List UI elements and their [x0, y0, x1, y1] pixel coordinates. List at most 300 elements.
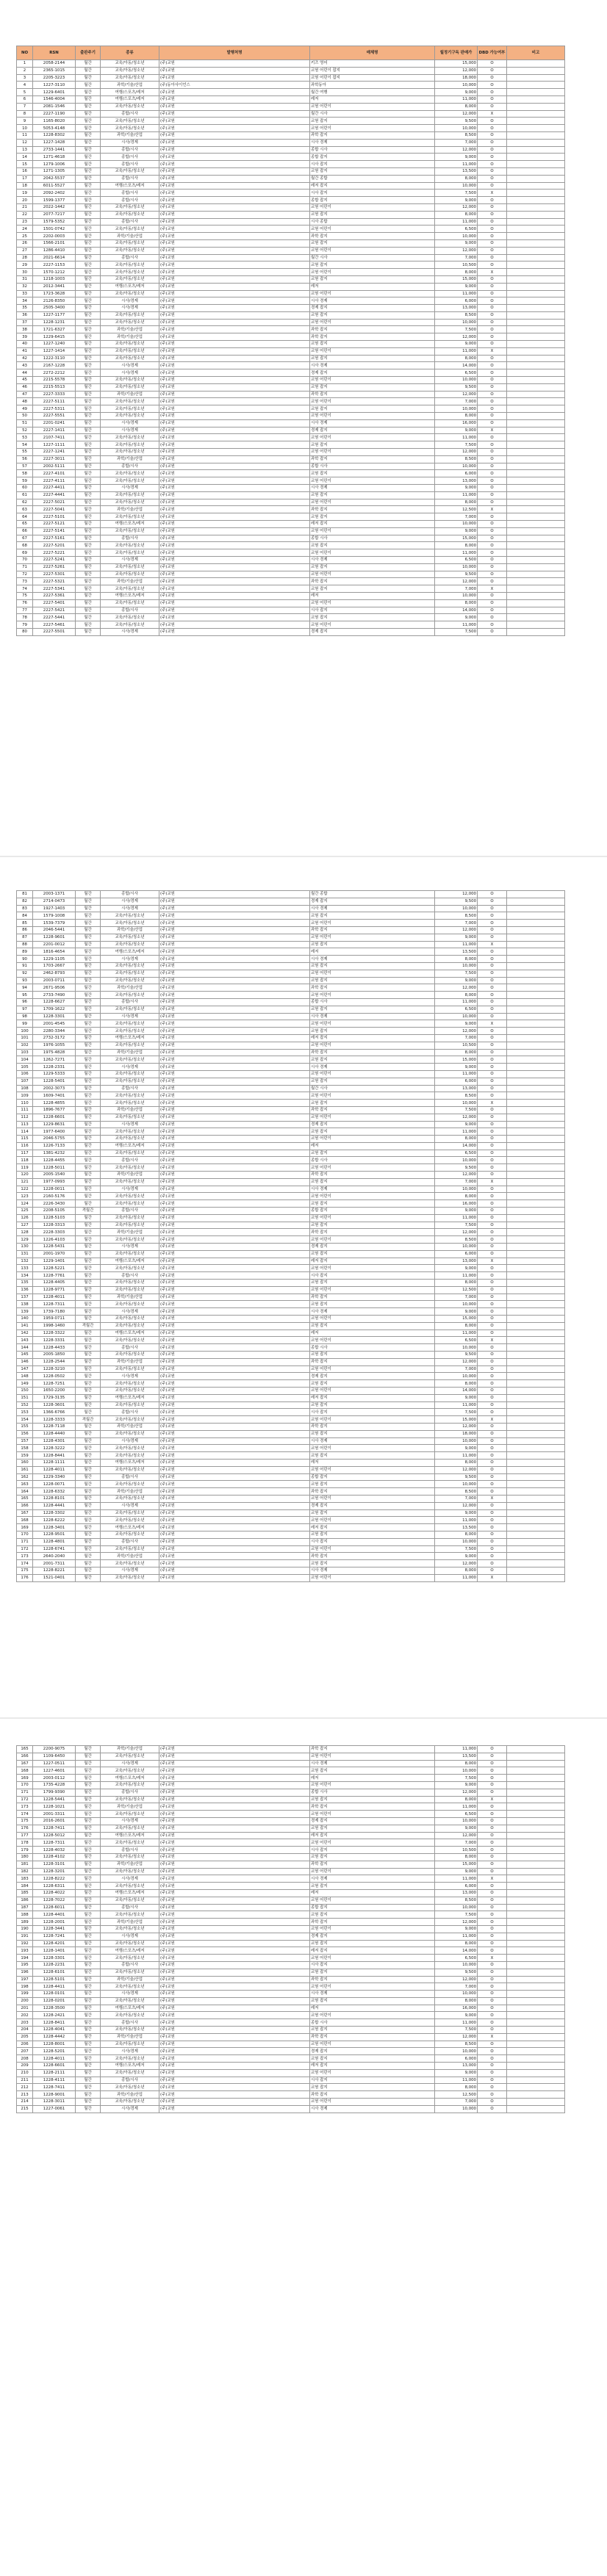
rsn-cell: 1609-7401	[33, 1092, 76, 1100]
row-number: 180	[17, 1853, 33, 1861]
dbd-cell: O	[478, 1358, 507, 1365]
dbd-cell: O	[478, 326, 507, 333]
table-row	[17, 67, 565, 74]
dbd-cell: O	[478, 513, 507, 521]
price-cell: 9,000	[435, 197, 478, 204]
dbd-cell: O	[478, 139, 507, 146]
note-cell	[507, 1488, 565, 1496]
magazine-cell: 과학 잡지	[310, 1553, 435, 1560]
cycle-cell: 월간	[76, 146, 101, 154]
publisher-cell: (주)교원	[159, 542, 310, 549]
note-cell	[507, 521, 565, 528]
row-number: 188	[17, 1911, 33, 1919]
category-cell: 과학/기술/산업	[101, 1803, 159, 1811]
table-row	[17, 1817, 565, 1825]
price-cell: 13,000	[435, 477, 478, 485]
row-number: 184	[17, 1883, 33, 1890]
rsn-cell: 2200-9075	[33, 1746, 76, 1753]
price-cell: 10,000	[435, 1157, 478, 1164]
table-row	[17, 506, 565, 513]
rsn-cell: 1799-9390	[33, 1789, 76, 1796]
price-cell: 9,500	[435, 898, 478, 905]
magazine-cell: 교원 잡지	[310, 1560, 435, 1567]
cycle-cell: 월간	[76, 1976, 101, 1983]
magazine-cell: 과학 잡지	[310, 333, 435, 341]
rsn-cell: 1228-3011	[33, 2099, 76, 2106]
price-cell: 12,000	[435, 1832, 478, 1839]
price-cell: 10,000	[435, 1301, 478, 1308]
rsn-cell: 2227-4411	[33, 485, 76, 492]
table-row	[17, 1775, 565, 1782]
note-cell	[507, 1250, 565, 1258]
dbd-cell: O	[478, 592, 507, 599]
row-number: 172	[17, 1796, 33, 1803]
publisher-cell: (주)교원	[159, 1352, 310, 1359]
cycle-cell: 월간	[76, 1488, 101, 1496]
rsn-cell: 2227-4101	[33, 470, 76, 477]
note-cell	[507, 405, 565, 413]
cycle-cell: 월간	[76, 283, 101, 290]
magazine-cell: 교원 잡지	[310, 1509, 435, 1517]
cycle-cell: 월간	[76, 549, 101, 557]
row-number: 35	[17, 305, 33, 312]
publisher-cell: (주)교원	[159, 1064, 310, 1071]
row-number: 212	[17, 2084, 33, 2091]
publisher-cell: (주)교원	[159, 1839, 310, 1847]
dbd-cell: X	[478, 1337, 507, 1344]
row-number: 80	[17, 628, 33, 635]
table-row	[17, 419, 565, 427]
table-row	[17, 139, 565, 146]
category-cell: 교육/아동/청소년	[101, 1509, 159, 1517]
cycle-cell: 월간	[76, 1803, 101, 1811]
publisher-cell: (주)교원	[159, 1524, 310, 1531]
table-row	[17, 1875, 565, 1883]
category-cell: 시사/경제	[101, 1244, 159, 1251]
publisher-cell: (주)교원	[159, 898, 310, 905]
rsn-cell: 2462-8793	[33, 970, 76, 977]
note-cell	[507, 2041, 565, 2048]
dbd-cell: O	[478, 1042, 507, 1049]
magazine-cell: 교원 잡지	[310, 261, 435, 269]
note-cell	[507, 261, 565, 269]
cycle-cell: 월간	[76, 1352, 101, 1359]
table-row	[17, 305, 565, 312]
rsn-cell: 1229-8631	[33, 1121, 76, 1128]
magazine-cell: 시사 경제	[310, 485, 435, 492]
row-number: 196	[17, 1969, 33, 1976]
publisher-cell: (주)교원	[159, 1861, 310, 1868]
publisher-cell: (주)교원	[159, 1236, 310, 1244]
publisher-cell: (주)교원	[159, 1803, 310, 1811]
magazine-cell: 과학 잡지	[310, 1861, 435, 1868]
magazine-cell: 레저	[310, 1889, 435, 1897]
magazine-cell: 과학동아	[310, 82, 435, 89]
category-cell: 시사/경제	[101, 905, 159, 912]
dbd-cell: O	[478, 578, 507, 585]
dbd-cell: O	[478, 319, 507, 326]
row-number: 62	[17, 499, 33, 506]
note-cell	[507, 1114, 565, 1121]
row-number: 205	[17, 2033, 33, 2041]
price-cell: 11,000	[435, 1574, 478, 1581]
rsn-cell: 1229-1105	[33, 956, 76, 963]
magazine-cell: 교원 잡지	[310, 513, 435, 521]
rsn-cell: 2227-5101	[33, 513, 76, 521]
publisher-cell: (주)교원	[159, 585, 310, 593]
magazine-cell: 교원 어린이	[310, 1114, 435, 1121]
publisher-cell: (주)교원	[159, 970, 310, 977]
row-number: 46	[17, 383, 33, 391]
table-row	[17, 290, 565, 297]
row-number: 51	[17, 419, 33, 427]
category-cell: 여행/스포츠/레저	[101, 948, 159, 956]
note-cell	[507, 383, 565, 391]
dbd-cell: O	[478, 977, 507, 984]
price-cell: 10,000	[435, 2048, 478, 2055]
publisher-cell: (주)교원	[159, 275, 310, 283]
row-number: 97	[17, 1006, 33, 1013]
row-number: 90	[17, 956, 33, 963]
magazine-cell: 교원 어린이	[310, 1265, 435, 1272]
dbd-cell: O	[478, 419, 507, 427]
cycle-cell: 월간	[76, 1365, 101, 1373]
magazine-cell: 교원 어린이	[310, 1136, 435, 1143]
magazine-cell: 레저	[310, 948, 435, 956]
rsn-cell: 2046-5755	[33, 1136, 76, 1143]
table-row	[17, 1236, 565, 1244]
category-cell: 교육/아동/청소년	[101, 1517, 159, 1524]
note-cell	[507, 527, 565, 535]
publisher-cell: (주)교원	[159, 1947, 310, 1955]
rsn-cell: 2226-3430	[33, 1200, 76, 1208]
rsn-cell: 2227-5551	[33, 413, 76, 420]
rsn-cell: 2227-5021	[33, 499, 76, 506]
cycle-cell: 월간	[76, 1897, 101, 1904]
price-cell: 9,500	[435, 118, 478, 125]
cycle-cell: 월간	[76, 585, 101, 593]
rsn-cell: 1262-7271	[33, 1056, 76, 1064]
publisher-cell: (주)교원	[159, 233, 310, 240]
dbd-cell: O	[478, 405, 507, 413]
table-row	[17, 341, 565, 348]
table-row	[17, 1078, 565, 1085]
row-number: 166	[17, 1502, 33, 1509]
dbd-cell: X	[478, 427, 507, 434]
table-row	[17, 1337, 565, 1344]
note-cell	[507, 441, 565, 449]
note-cell	[507, 1437, 565, 1445]
table-row	[17, 1883, 565, 1890]
magazine-cell: 교원 어린이	[310, 549, 435, 557]
rsn-cell: 2227-5311	[33, 405, 76, 413]
row-number: 169	[17, 1524, 33, 1531]
magazine-cell: 시사 경제	[310, 956, 435, 963]
publisher-cell: (주)교원	[159, 341, 310, 348]
magazine-cell: 교원 잡지	[310, 1825, 435, 1832]
rsn-cell: 1228-9001	[33, 2091, 76, 2099]
table-row	[17, 485, 565, 492]
category-cell: 종합/시사	[101, 254, 159, 261]
table-row	[17, 1092, 565, 1100]
cycle-cell: 월간	[76, 563, 101, 571]
cycle-cell: 월간	[76, 1847, 101, 1854]
category-cell: 과학/기술/산업	[101, 333, 159, 341]
magazine-cell: 교원 어린이	[310, 1042, 435, 1049]
note-cell	[507, 1344, 565, 1352]
magazine-cell: 교원 어린이	[310, 203, 435, 211]
rsn-cell: 2001-7311	[33, 1560, 76, 1567]
price-cell: 7,000	[435, 398, 478, 405]
category-cell: 시사/경제	[101, 1933, 159, 1940]
publisher-cell: (주)교원	[159, 1495, 310, 1502]
cycle-cell: 월간	[76, 1553, 101, 1560]
publisher-cell: (주)교원	[159, 449, 310, 456]
row-number: 106	[17, 1070, 33, 1078]
rsn-cell: 2227-5441	[33, 614, 76, 621]
category-cell: 교육/아동/청소년	[101, 499, 159, 506]
dbd-cell: O	[478, 463, 507, 470]
row-number: 96	[17, 998, 33, 1006]
cycle-cell: 월간	[76, 1817, 101, 1825]
table-row	[17, 1760, 565, 1767]
price-cell: 9,000	[435, 1121, 478, 1128]
cycle-cell: 월간	[76, 1904, 101, 1911]
table-row	[17, 1244, 565, 1251]
dbd-cell: O	[478, 491, 507, 499]
category-cell: 교육/아동/청소년	[101, 1825, 159, 1832]
publisher-cell: (주)교원	[159, 1904, 310, 1911]
dbd-cell: O	[478, 563, 507, 571]
magazine-cell: 교원 잡지	[310, 239, 435, 247]
row-number: 152	[17, 1401, 33, 1409]
magazine-cell: 시사 경제	[310, 1437, 435, 1445]
table-row	[17, 1423, 565, 1430]
magazine-cell: 경제 잡지	[310, 369, 435, 377]
row-number: 215	[17, 2105, 33, 2113]
table-row	[17, 1416, 565, 1424]
cycle-cell: 월간	[76, 898, 101, 905]
magazine-table-1	[16, 46, 565, 636]
row-number: 125	[17, 1208, 33, 1215]
rsn-cell: 1228-8302	[33, 131, 76, 139]
price-cell: 8,000	[435, 1136, 478, 1143]
row-number: 66	[17, 527, 33, 535]
price-cell: 15,000	[435, 275, 478, 283]
dbd-cell: O	[478, 82, 507, 89]
note-cell	[507, 1150, 565, 1157]
price-cell: 10,000	[435, 463, 478, 470]
table-row	[17, 1250, 565, 1258]
note-cell	[507, 614, 565, 621]
cycle-cell: 월간	[76, 1114, 101, 1121]
table-row	[17, 1380, 565, 1388]
cycle-cell: 월간	[76, 2012, 101, 2019]
magazine-cell: 과학 잡지	[310, 131, 435, 139]
rsn-cell: 1228-7251	[33, 1380, 76, 1388]
dbd-cell: O	[478, 1746, 507, 1753]
table-row	[17, 1445, 565, 1452]
table-row	[17, 1853, 565, 1861]
category-cell: 교육/아동/청소년	[101, 125, 159, 132]
table-row	[17, 2105, 565, 2113]
note-cell	[507, 1517, 565, 1524]
table-row	[17, 920, 565, 927]
dbd-cell: O	[478, 614, 507, 621]
cycle-cell: 월간	[76, 1186, 101, 1193]
row-number: 102	[17, 1042, 33, 1049]
magazine-cell: 교원 어린이	[310, 1466, 435, 1473]
publisher-cell: (주)교원	[159, 247, 310, 254]
price-cell: 10,000	[435, 82, 478, 89]
magazine-cell: 교원 잡지	[310, 341, 435, 348]
dbd-cell: O	[478, 1811, 507, 1818]
dbd-cell: O	[478, 1085, 507, 1092]
dbd-cell: O	[478, 383, 507, 391]
publisher-cell: (주)교원	[159, 1875, 310, 1883]
note-cell	[507, 563, 565, 571]
note-cell	[507, 1265, 565, 1272]
row-number: 7	[17, 103, 33, 110]
price-cell: 10,000	[435, 319, 478, 326]
magazine-cell: 경제 잡지	[310, 1373, 435, 1380]
rsn-cell: 1228-3313	[33, 1222, 76, 1229]
price-cell: 10,000	[435, 377, 478, 384]
table-row	[17, 1013, 565, 1020]
row-number: 145	[17, 1352, 33, 1359]
price-cell: 7,500	[435, 1545, 478, 1553]
publisher-cell: (주)교원	[159, 1157, 310, 1164]
note-cell	[507, 377, 565, 384]
category-cell: 시사/경제	[101, 419, 159, 427]
rsn-cell: 1228-4111	[33, 2077, 76, 2084]
magazine-cell: 교원 어린이	[310, 413, 435, 420]
magazine-cell: 레저 잡지	[310, 521, 435, 528]
cycle-cell: 월간	[76, 1401, 101, 1409]
dbd-cell: O	[478, 1861, 507, 1868]
magazine-cell: 교원 잡지	[310, 977, 435, 984]
category-cell: 과학/기술/산업	[101, 1423, 159, 1430]
price-cell: 9,000	[435, 2069, 478, 2077]
magazine-cell: 시사 경제	[310, 362, 435, 369]
cycle-cell: 월간	[76, 305, 101, 312]
table-row	[17, 2041, 565, 2048]
table-row	[17, 1114, 565, 1121]
table-row	[17, 1911, 565, 1919]
dbd-cell: O	[478, 1430, 507, 1437]
note-cell	[507, 1904, 565, 1911]
sheet-page-2	[0, 859, 607, 1714]
rsn-cell: 2227-1241	[33, 449, 76, 456]
magazine-cell: 교원 잡지	[310, 1322, 435, 1330]
cycle-cell: 월간	[76, 1337, 101, 1344]
dbd-cell: O	[478, 1889, 507, 1897]
note-cell	[507, 1466, 565, 1473]
publisher-cell: (주)교원	[159, 297, 310, 305]
cycle-cell: 월간	[76, 621, 101, 629]
price-cell: 10,000	[435, 1013, 478, 1020]
note-cell	[507, 1969, 565, 1976]
row-number: 167	[17, 1760, 33, 1767]
row-number: 99	[17, 1020, 33, 1028]
cycle-cell: 월간	[76, 1459, 101, 1466]
table-row	[17, 2048, 565, 2055]
category-cell: 종합/시사	[101, 1961, 159, 1969]
price-cell: 8,000	[435, 1940, 478, 1947]
publisher-cell: (주)교원	[159, 521, 310, 528]
publisher-cell: (주)교원	[159, 1509, 310, 1517]
dbd-cell: O	[478, 1545, 507, 1553]
table-row	[17, 82, 565, 89]
publisher-cell: (주)교원	[159, 125, 310, 132]
page-divider	[0, 856, 607, 857]
row-number: 214	[17, 2099, 33, 2106]
dbd-cell: X	[478, 1020, 507, 1028]
category-cell: 종합/시사	[101, 607, 159, 614]
row-number: 109	[17, 1092, 33, 1100]
note-cell	[507, 1502, 565, 1509]
magazine-cell: 교원 어린이	[310, 1781, 435, 1789]
category-cell: 시사/경제	[101, 1121, 159, 1128]
category-cell: 종합/시사	[101, 2019, 159, 2027]
rsn-cell: 1228-0502	[33, 1373, 76, 1380]
table-row	[17, 1373, 565, 1380]
cycle-cell: 월간	[76, 912, 101, 920]
note-cell	[507, 2084, 565, 2091]
publisher-cell: (주)교원	[159, 592, 310, 599]
note-cell	[507, 1121, 565, 1128]
cycle-cell: 월간	[76, 1229, 101, 1236]
magazine-cell: 종합 시사	[310, 2019, 435, 2027]
note-cell	[507, 2105, 565, 2113]
price-cell: 10,000	[435, 233, 478, 240]
table-row	[17, 1495, 565, 1502]
publisher-cell: (주)교원	[159, 1567, 310, 1574]
rsn-cell: 1286-4410	[33, 247, 76, 254]
note-cell	[507, 1553, 565, 1560]
note-cell	[507, 1013, 565, 1020]
row-number: 192	[17, 1940, 33, 1947]
publisher-cell: (주)교원	[159, 1208, 310, 1215]
magazine-table-2	[16, 890, 565, 1582]
magazine-cell: 과학 잡지	[310, 2033, 435, 2041]
table-row	[17, 455, 565, 463]
magazine-cell: 교원 잡지	[310, 1767, 435, 1775]
rsn-cell: 2227-3011	[33, 455, 76, 463]
rsn-cell: 1228-0011	[33, 1186, 76, 1193]
table-row	[17, 405, 565, 413]
note-cell	[507, 197, 565, 204]
cycle-cell: 월간	[76, 131, 101, 139]
dbd-cell: O	[478, 1142, 507, 1150]
rsn-cell: 1229-6415	[33, 333, 76, 341]
row-number: 132	[17, 1258, 33, 1265]
magazine-cell: 레저 잡지	[310, 182, 435, 190]
rsn-cell: 1226-4103	[33, 1236, 76, 1244]
table-row	[17, 254, 565, 261]
row-number: 128	[17, 1229, 33, 1236]
note-cell	[507, 1940, 565, 1947]
note-cell	[507, 398, 565, 405]
magazine-cell: 교원 잡지	[310, 1222, 435, 1229]
publisher-cell: (주)교원	[159, 1387, 310, 1394]
cycle-cell: 월간	[76, 1308, 101, 1316]
magazine-cell: 교원 어린이	[310, 527, 435, 535]
category-cell: 종합/시사	[101, 154, 159, 161]
dbd-cell: O	[478, 1466, 507, 1473]
price-cell: 7,000	[435, 513, 478, 521]
magazine-cell: 과학 잡지	[310, 578, 435, 585]
